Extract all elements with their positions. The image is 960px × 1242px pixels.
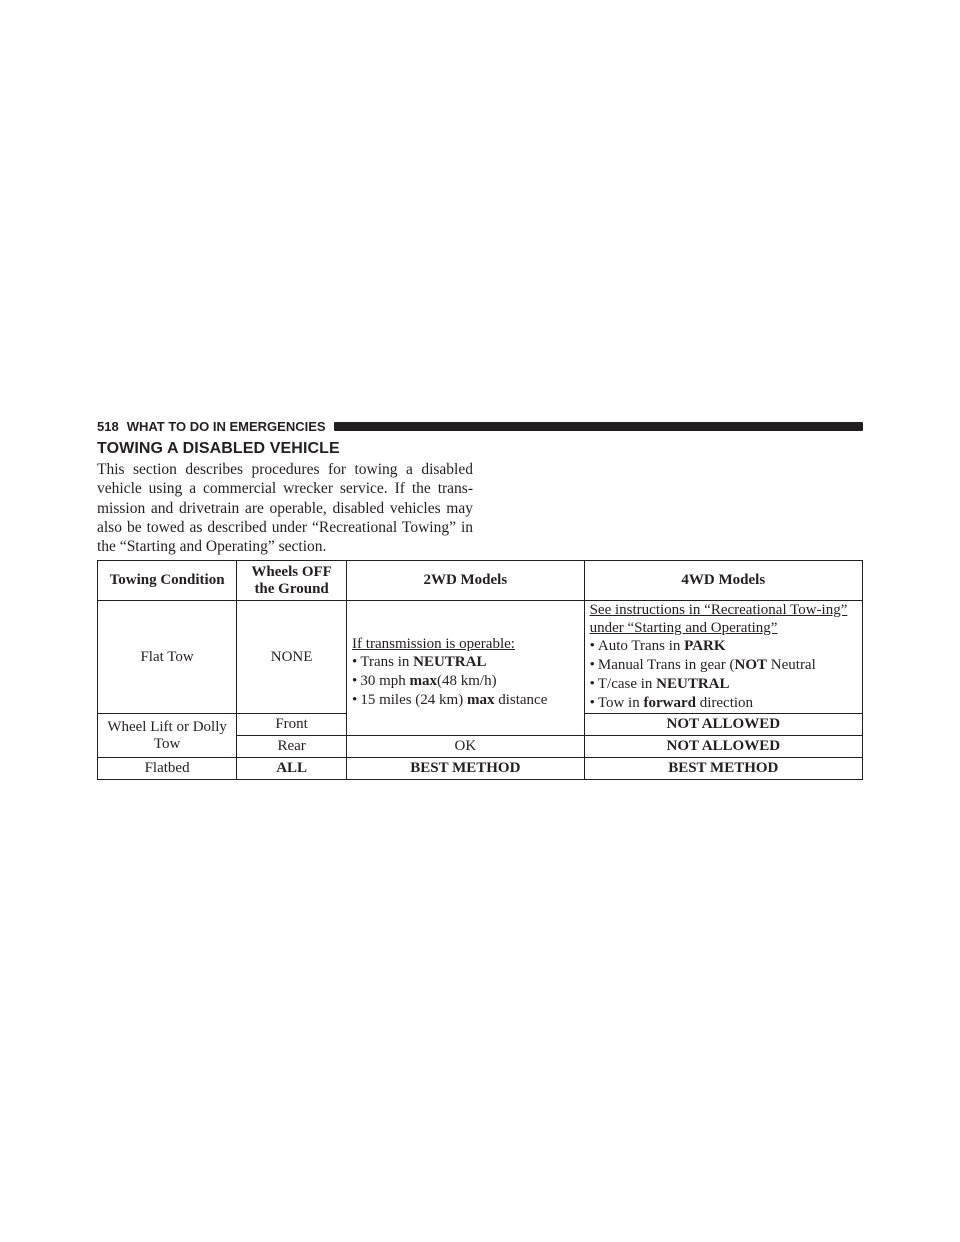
list-item: • 15 miles (24 km) max distance (352, 691, 580, 710)
list-item: • Auto Trans in PARK (590, 637, 858, 656)
page-number: 518 (97, 418, 119, 434)
header-2wd: 2WD Models (347, 561, 585, 601)
list-item: • Tow in forward direction (590, 694, 858, 713)
page-header (97, 417, 863, 435)
cell-flatbed-4wd: BEST METHOD (584, 758, 862, 780)
page-title: TOWING A DISABLED VEHICLE (97, 440, 340, 457)
2wd-heading: If transmission is operable: (352, 635, 515, 652)
header-rule (334, 422, 863, 431)
cell-wheel-lift: Wheel Lift or Dolly Tow (98, 714, 237, 758)
cell-rear-4wd: NOT ALLOWED (584, 736, 862, 758)
cell-flat-tow-4wd (584, 601, 862, 714)
list-item: • Trans in NEUTRAL (352, 653, 580, 672)
header-towing-condition: Towing Condition (98, 561, 237, 601)
cell-rear-2wd: OK (347, 736, 585, 758)
2wd-list (352, 653, 580, 710)
header-wheels-off: Wheels OFF the Ground (237, 561, 347, 601)
header-4wd: 4WD Models (584, 561, 862, 601)
cell-flatbed-wheels: ALL (237, 758, 347, 780)
section-title: WHAT TO DO IN EMERGENCIES (126, 418, 326, 434)
cell-front-4wd: NOT ALLOWED (584, 714, 862, 736)
cell-flat-tow-2wd (347, 601, 585, 736)
cell-flat-tow-wheels: NONE (237, 601, 347, 714)
4wd-heading: See instructions in “Recreational Tow-ing” under “Starting and Operating” (589, 602, 848, 636)
towing-table (97, 560, 863, 780)
list-item: • Manual Trans in gear (NOT Neutral (590, 656, 858, 675)
cell-rear: Rear (237, 736, 347, 758)
cell-flatbed-2wd: BEST METHOD (347, 758, 585, 780)
list-item: • T/case in NEUTRAL (590, 675, 858, 694)
cell-front: Front (237, 714, 347, 736)
table-row-flatbed (98, 758, 863, 780)
4wd-list (590, 637, 858, 713)
list-item: • 30 mph max(48 km/h) (352, 672, 580, 691)
intro-paragraph: This section describes procedures for towing a disabled vehicle using a commercial wrecker service. If the trans-mission and drivetrain are operable, disabled vehicles may also be towed as described under “Recreational Towing” in the “Starting and Operating” section. (97, 461, 473, 556)
table-header-row (98, 561, 863, 601)
cell-flatbed: Flatbed (98, 758, 237, 780)
cell-flat-tow: Flat Tow (98, 601, 237, 714)
table-row-flat-tow (98, 601, 863, 714)
